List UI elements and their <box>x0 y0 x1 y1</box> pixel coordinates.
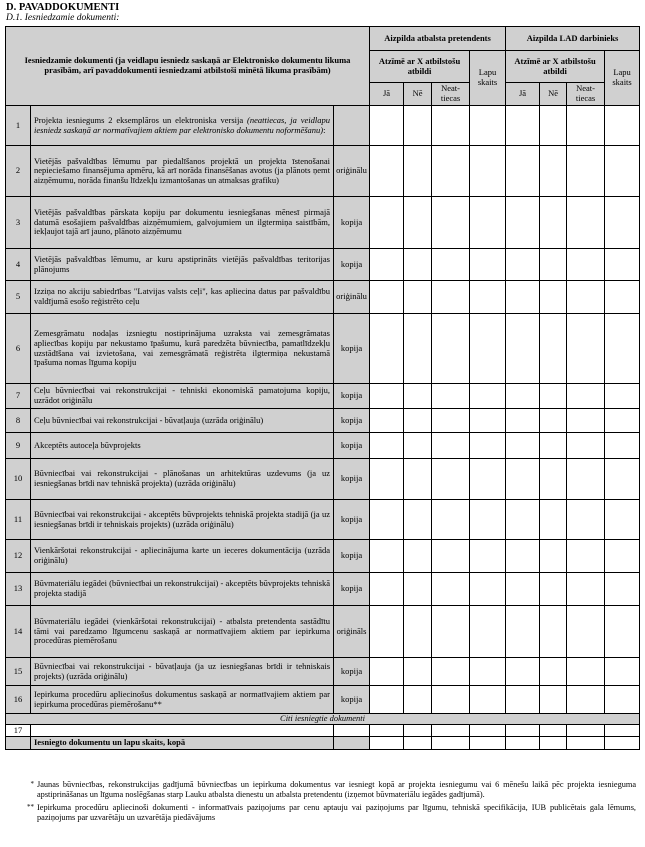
cell-yes[interactable] <box>370 725 404 737</box>
cell-pages[interactable] <box>605 606 640 658</box>
row-number: 13 <box>6 573 31 606</box>
cell-pages[interactable] <box>470 249 506 281</box>
cell-no[interactable] <box>404 197 432 249</box>
cell-yes[interactable] <box>506 737 540 750</box>
row-description: Būvmateriālu iegādei (vienkāršotai rekonstrukcijai) - atbalsta pretendenta sastādītu tāmi vai paredzamo līgumcenu saskaņā ar normatīvajiem aktiem par iepirkuma procedūras piemērošanu <box>31 606 334 658</box>
table-row <box>6 725 640 737</box>
cell-yes[interactable] <box>370 433 404 459</box>
table-row <box>6 658 640 686</box>
cell-na[interactable] <box>432 737 470 750</box>
cell-no[interactable] <box>404 540 432 573</box>
row-description: Būvmateriālu iegādei (būvniecībai un rekonstrukcijai) - akceptēts būvprojekts tehniskā projekta stadijā <box>31 573 334 606</box>
cell-no[interactable] <box>540 658 567 686</box>
cell-pages[interactable] <box>470 500 506 540</box>
cell-pages[interactable] <box>470 384 506 409</box>
cell-pages[interactable] <box>605 106 640 146</box>
cell-pages[interactable] <box>470 686 506 714</box>
cell-pages[interactable] <box>470 106 506 146</box>
cell-pages[interactable] <box>470 540 506 573</box>
row-description: Iepirkuma procedūru apliecinošus dokumentus saskaņā ar normatīvajiem aktiem par iepirkuma procedūras piemērošanu** <box>31 686 334 714</box>
cell-yes[interactable] <box>370 500 404 540</box>
cell-no[interactable] <box>540 197 567 249</box>
total-label: Iesniegto dokumentu un lapu skaits, kopā <box>31 737 334 750</box>
footnotes <box>24 780 636 825</box>
cell-na[interactable] <box>567 433 605 459</box>
cell-yes[interactable] <box>370 606 404 658</box>
row-description: Vietējās pašvaldības lēmumu par piedalīšanos projektā un projekta īstenošanai nepieciešamo finansējuma apmēru, kā arī norāda finansēšanas avotus (ja plānots ņemt aizņēmumu, norāda finanšu līdzekļu izmantošanas un atmaksas grafiku) <box>31 146 334 197</box>
table-row <box>6 500 640 540</box>
cell-na[interactable] <box>432 106 470 146</box>
cell-no[interactable] <box>404 433 432 459</box>
cell-yes[interactable] <box>506 540 540 573</box>
cell-na[interactable] <box>567 500 605 540</box>
cell-pages[interactable] <box>470 197 506 249</box>
row-doc-type: kopija <box>334 540 370 573</box>
cell-pages[interactable] <box>470 409 506 433</box>
cell-yes[interactable] <box>370 314 404 384</box>
cell-no[interactable] <box>540 384 567 409</box>
table-row <box>6 409 640 433</box>
row-number: 11 <box>6 500 31 540</box>
header-mark-lad: Atzīmē ar X atbilstošu atbildi <box>506 51 605 83</box>
table-row <box>6 573 640 606</box>
cell-na[interactable] <box>432 658 470 686</box>
table-row <box>6 540 640 573</box>
footnote <box>24 780 636 801</box>
cell-pages[interactable] <box>605 686 640 714</box>
cell-no[interactable] <box>404 314 432 384</box>
cell-na[interactable] <box>567 606 605 658</box>
table-row <box>6 197 640 249</box>
row-doc-type <box>334 106 370 146</box>
cell-pages[interactable] <box>605 573 640 606</box>
row-description[interactable] <box>31 725 334 737</box>
cell-pages[interactable] <box>605 281 640 314</box>
cell-no[interactable] <box>540 281 567 314</box>
row-doc-type: oriģināls <box>334 606 370 658</box>
cell-na[interactable] <box>567 249 605 281</box>
cell-yes[interactable] <box>506 249 540 281</box>
cell-na[interactable] <box>432 686 470 714</box>
row-number: 5 <box>6 281 31 314</box>
documents-table <box>5 26 640 750</box>
cell-no[interactable] <box>540 500 567 540</box>
cell-no[interactable] <box>540 146 567 197</box>
row-description: Vietējās pašvaldības lēmumu, ar kuru apstiprināts vietējās pašvaldības teritorijas plānojums <box>31 249 334 281</box>
footnote-mark: ** <box>27 802 34 811</box>
cell-na[interactable] <box>567 314 605 384</box>
section-title: D. PAVADDOKUMENTI <box>6 2 120 13</box>
cell-yes[interactable] <box>506 433 540 459</box>
header-na: Neat-tiecas <box>567 83 605 106</box>
cell-yes[interactable] <box>370 146 404 197</box>
row-description: Vietējās pašvaldības pārskata kopiju par dokumentu iesniegšanas mēnesī pirmajā datumā esošajiem pašvaldības aizņēmumiem, galvojumiem un ilgtermiņa saistībām, iekļaujot tajā arī jauno, plānoto aizņēmumu <box>31 197 334 249</box>
cell-pages[interactable] <box>470 146 506 197</box>
header-no: Nē <box>404 83 432 106</box>
cell-yes[interactable] <box>370 281 404 314</box>
cell-pages[interactable] <box>470 658 506 686</box>
cell-na[interactable] <box>567 573 605 606</box>
cell-na[interactable] <box>567 686 605 714</box>
cell-no[interactable] <box>404 658 432 686</box>
row-doc-type: kopija <box>334 314 370 384</box>
cell-pages[interactable] <box>605 540 640 573</box>
row-description: Zemesgrāmatu nodaļas izsniegtu nostiprinājuma uzraksta vai zemesgrāmatas apliecības kopiju par nekustamo īpašumu, kurā paredzēta būvniecība, pamatlīdzekļu uzstādīšana vai izvietošana, vai zemesgrāmatā reģistrēta ilgtermiņa nekustamā īpašuma nomas līguma kopiju <box>31 314 334 384</box>
cell-na[interactable] <box>567 737 605 750</box>
row-description: Izziņa no akciju sabiedrības "Latvijas valsts ceļi", kas apliecina datus par pašvaldību valdījumā esošo reģistrēto ceļu <box>31 281 334 314</box>
cell-no[interactable] <box>540 540 567 573</box>
row-number: 3 <box>6 197 31 249</box>
cell-yes[interactable] <box>370 573 404 606</box>
cell-na[interactable] <box>567 409 605 433</box>
cell-pages[interactable] <box>470 725 506 737</box>
row-doc-type: kopija <box>334 433 370 459</box>
cell-na[interactable] <box>432 606 470 658</box>
cell-na[interactable] <box>432 540 470 573</box>
header-mark-applicant: Atzīmē ar X atbilstošu atbildi <box>370 51 470 83</box>
row-number: 7 <box>6 384 31 409</box>
row-doc-type: kopija <box>334 384 370 409</box>
footnote <box>24 803 636 824</box>
cell-yes[interactable] <box>370 409 404 433</box>
header-lad: Aizpilda LAD darbinieks <box>506 27 640 51</box>
cell-na[interactable] <box>432 197 470 249</box>
cell-no[interactable] <box>540 314 567 384</box>
header-yes: Jā <box>506 83 540 106</box>
cell-no[interactable] <box>404 500 432 540</box>
cell-pages[interactable] <box>605 146 640 197</box>
row-number: 15 <box>6 658 31 686</box>
cell-no[interactable] <box>404 573 432 606</box>
cell-na[interactable] <box>432 573 470 606</box>
cell-na[interactable] <box>432 281 470 314</box>
cell-no[interactable] <box>540 573 567 606</box>
cell-yes[interactable] <box>370 658 404 686</box>
cell-na[interactable] <box>567 725 605 737</box>
cell-yes[interactable] <box>506 500 540 540</box>
cell-na[interactable] <box>567 459 605 500</box>
header-documents: Iesniedzamie dokumenti (ja veidlapu iesniedz saskaņā ar Elektronisko dokumentu likuma prasībām, arī pavaddokumenti iesniedzami atbilstoši minētā likuma prasībām) <box>6 27 370 106</box>
cell-yes[interactable] <box>506 658 540 686</box>
row-doc-type: kopija <box>334 459 370 500</box>
cell-pages[interactable] <box>470 459 506 500</box>
header-pages-applicant: Lapu skaits <box>470 51 506 106</box>
cell-na[interactable] <box>432 409 470 433</box>
cell-no[interactable] <box>404 737 432 750</box>
row-description: Akceptēts autoceļa būvprojekts <box>31 433 334 459</box>
cell-yes[interactable] <box>506 314 540 384</box>
row-number: 10 <box>6 459 31 500</box>
cell-na[interactable] <box>432 249 470 281</box>
row-number: 2 <box>6 146 31 197</box>
cell-yes[interactable] <box>506 573 540 606</box>
total-number-cell <box>6 737 31 750</box>
cell-na[interactable] <box>567 146 605 197</box>
cell-yes[interactable] <box>370 197 404 249</box>
row-number: 8 <box>6 409 31 433</box>
table-row <box>6 433 640 459</box>
row-number: 9 <box>6 433 31 459</box>
cell-no[interactable] <box>540 606 567 658</box>
row-number: 1 <box>6 106 31 146</box>
cell-no[interactable] <box>540 459 567 500</box>
cell-na[interactable] <box>432 433 470 459</box>
footnote-text: Iepirkuma procedūru apliecinoši dokumenti - informatīvais paziņojums par cenu aptauju vai paziņojums par līgumu, tehniskā specifikācija, IUB publicētais gala lēmums, paziņojums par uzvarētāju un uzvarētāja piedāvājums <box>37 802 636 823</box>
cell-pages[interactable] <box>470 433 506 459</box>
cell-no[interactable] <box>540 249 567 281</box>
row-doc-type: oriģinālu <box>334 146 370 197</box>
cell-yes[interactable] <box>370 737 404 750</box>
cell-pages[interactable] <box>605 409 640 433</box>
row-description: Ceļu būvniecībai vai rekonstrukcijai - būvatļauja (uzrāda oriģinālu) <box>31 409 334 433</box>
cell-pages[interactable] <box>605 197 640 249</box>
header-applicant: Aizpilda atbalsta pretendents <box>370 27 506 51</box>
cell-pages[interactable] <box>470 606 506 658</box>
cell-pages[interactable] <box>605 658 640 686</box>
row-description: Ceļu būvniecībai vai rekonstrukcijai - tehniski ekonomiskā pamatojuma kopiju, uzrādot oriģinālu <box>31 384 334 409</box>
table-row <box>6 606 640 658</box>
cell-pages[interactable] <box>605 249 640 281</box>
cell-yes[interactable] <box>506 106 540 146</box>
cell-no[interactable] <box>404 409 432 433</box>
cell-no[interactable] <box>404 281 432 314</box>
cell-yes[interactable] <box>506 197 540 249</box>
total-row <box>6 737 640 750</box>
cell-no[interactable] <box>404 384 432 409</box>
cell-yes[interactable] <box>370 540 404 573</box>
table-row <box>6 686 640 714</box>
cell-no[interactable] <box>404 686 432 714</box>
cell-pages[interactable] <box>470 737 506 750</box>
cell-no[interactable] <box>404 459 432 500</box>
cell-pages[interactable] <box>470 281 506 314</box>
cell-na[interactable] <box>567 540 605 573</box>
cell-no[interactable] <box>540 725 567 737</box>
cell-pages[interactable] <box>605 459 640 500</box>
cell-yes[interactable] <box>506 686 540 714</box>
cell-no[interactable] <box>404 106 432 146</box>
row-description: Būvniecībai vai rekonstrukcijai - būvatļauja (ja uz iesniegšanas brīdi ir tehniskais projekts) (uzrāda oriģinālu) <box>31 658 334 686</box>
cell-no[interactable] <box>540 686 567 714</box>
cell-no[interactable] <box>540 737 567 750</box>
row-number: 14 <box>6 606 31 658</box>
cell-yes[interactable] <box>506 384 540 409</box>
row-doc-type: kopija <box>334 249 370 281</box>
header-na: Neat-tiecas <box>432 83 470 106</box>
cell-na[interactable] <box>432 384 470 409</box>
cell-no[interactable] <box>404 606 432 658</box>
table-row <box>6 106 640 146</box>
cell-yes[interactable] <box>506 725 540 737</box>
table-row <box>6 249 640 281</box>
cell-yes[interactable] <box>370 686 404 714</box>
table-row <box>6 146 640 197</box>
table-row <box>6 384 640 409</box>
cell-yes[interactable] <box>506 409 540 433</box>
cell-yes[interactable] <box>370 249 404 281</box>
cell-pages[interactable] <box>605 737 640 750</box>
cell-na[interactable] <box>567 106 605 146</box>
other-documents-row <box>6 714 640 725</box>
cell-pages[interactable] <box>605 433 640 459</box>
header-pages-lad: Lapu skaits <box>605 51 640 106</box>
cell-no[interactable] <box>404 249 432 281</box>
row-doc-type: kopija <box>334 197 370 249</box>
cell-no[interactable] <box>404 725 432 737</box>
cell-na[interactable] <box>432 459 470 500</box>
row-doc-type[interactable] <box>334 725 370 737</box>
cell-na[interactable] <box>432 314 470 384</box>
table-row <box>6 459 640 500</box>
row-number: 4 <box>6 249 31 281</box>
row-doc-type: kopija <box>334 658 370 686</box>
cell-yes[interactable] <box>370 106 404 146</box>
cell-no[interactable] <box>404 146 432 197</box>
footnote-text: Jaunas būvniecības, rekonstrukcijas gadījumā būvniecības un iepirkuma dokumentus var iesniegt kopā ar projekta iesniegumu vai 6 mēnešu laikā pēc projekta iesnieguma apstiprināšanas un līguma noslēgšanas starp Lauku atbalsta dienestu un atbalsta pretendentu (izņemot būvmateriālu iegādes gadījumā). <box>37 780 636 800</box>
row-doc-type: kopija <box>334 409 370 433</box>
row-number: 16 <box>6 686 31 714</box>
other-documents-label: Citi iesniegtie dokumenti <box>6 714 640 725</box>
row-doc-type: kopija <box>334 573 370 606</box>
row-description: Būvniecībai vai rekonstrukcijai - akceptēts būvprojekts tehniskā projekta stadijā (ja uz iesniegšanas brīdi ir tehniskais projekts) (uzrāda oriģinālu) <box>31 500 334 540</box>
cell-yes[interactable] <box>506 459 540 500</box>
cell-yes[interactable] <box>506 606 540 658</box>
row-description: Projekta iesniegums 2 eksemplāros un elektroniska versija (neattiecas, ja veidlapu iesniedz saskaņā ar normatīvajiem aktiem par elektronisko dokumentu noformēšanu): <box>31 106 334 146</box>
cell-na[interactable] <box>432 500 470 540</box>
header-yes: Jā <box>370 83 404 106</box>
row-doc-type: kopija <box>334 500 370 540</box>
row-description: Vienkāršotai rekonstrukcijai - apliecinājuma karte un ieceres dokumentācija (uzrāda oriģinālu) <box>31 540 334 573</box>
row-doc-type: oriģinālu <box>334 281 370 314</box>
section-subtitle: D.1. Iesniedzamie dokumenti: <box>6 13 120 23</box>
cell-na[interactable] <box>432 725 470 737</box>
cell-no[interactable] <box>540 106 567 146</box>
cell-na[interactable] <box>567 658 605 686</box>
cell-na[interactable] <box>567 281 605 314</box>
header-no: Nē <box>540 83 567 106</box>
row-number: 6 <box>6 314 31 384</box>
table-row <box>6 281 640 314</box>
table-row <box>6 314 640 384</box>
cell-pages[interactable] <box>605 384 640 409</box>
cell-pages[interactable] <box>605 314 640 384</box>
cell-yes[interactable] <box>506 146 540 197</box>
cell-yes[interactable] <box>370 384 404 409</box>
row-number: 17 <box>6 725 31 737</box>
row-number: 12 <box>6 540 31 573</box>
footnote-mark: * <box>30 780 34 788</box>
cell-na[interactable] <box>567 197 605 249</box>
cell-no[interactable] <box>540 433 567 459</box>
cell-pages[interactable] <box>470 314 506 384</box>
cell-pages[interactable] <box>605 500 640 540</box>
cell-no[interactable] <box>540 409 567 433</box>
total-doc-cell <box>334 737 370 750</box>
row-doc-type: kopija <box>334 686 370 714</box>
cell-na[interactable] <box>432 146 470 197</box>
cell-yes[interactable] <box>370 459 404 500</box>
cell-pages[interactable] <box>470 573 506 606</box>
cell-na[interactable] <box>567 384 605 409</box>
row-description: Būvniecībai vai rekonstrukcijai - plānošanas un arhitektūras uzdevums (ja uz iesniegšanas brīdi nav tehniskā projekta) (uzrāda oriģinālu) <box>31 459 334 500</box>
cell-yes[interactable] <box>506 281 540 314</box>
cell-pages[interactable] <box>605 725 640 737</box>
